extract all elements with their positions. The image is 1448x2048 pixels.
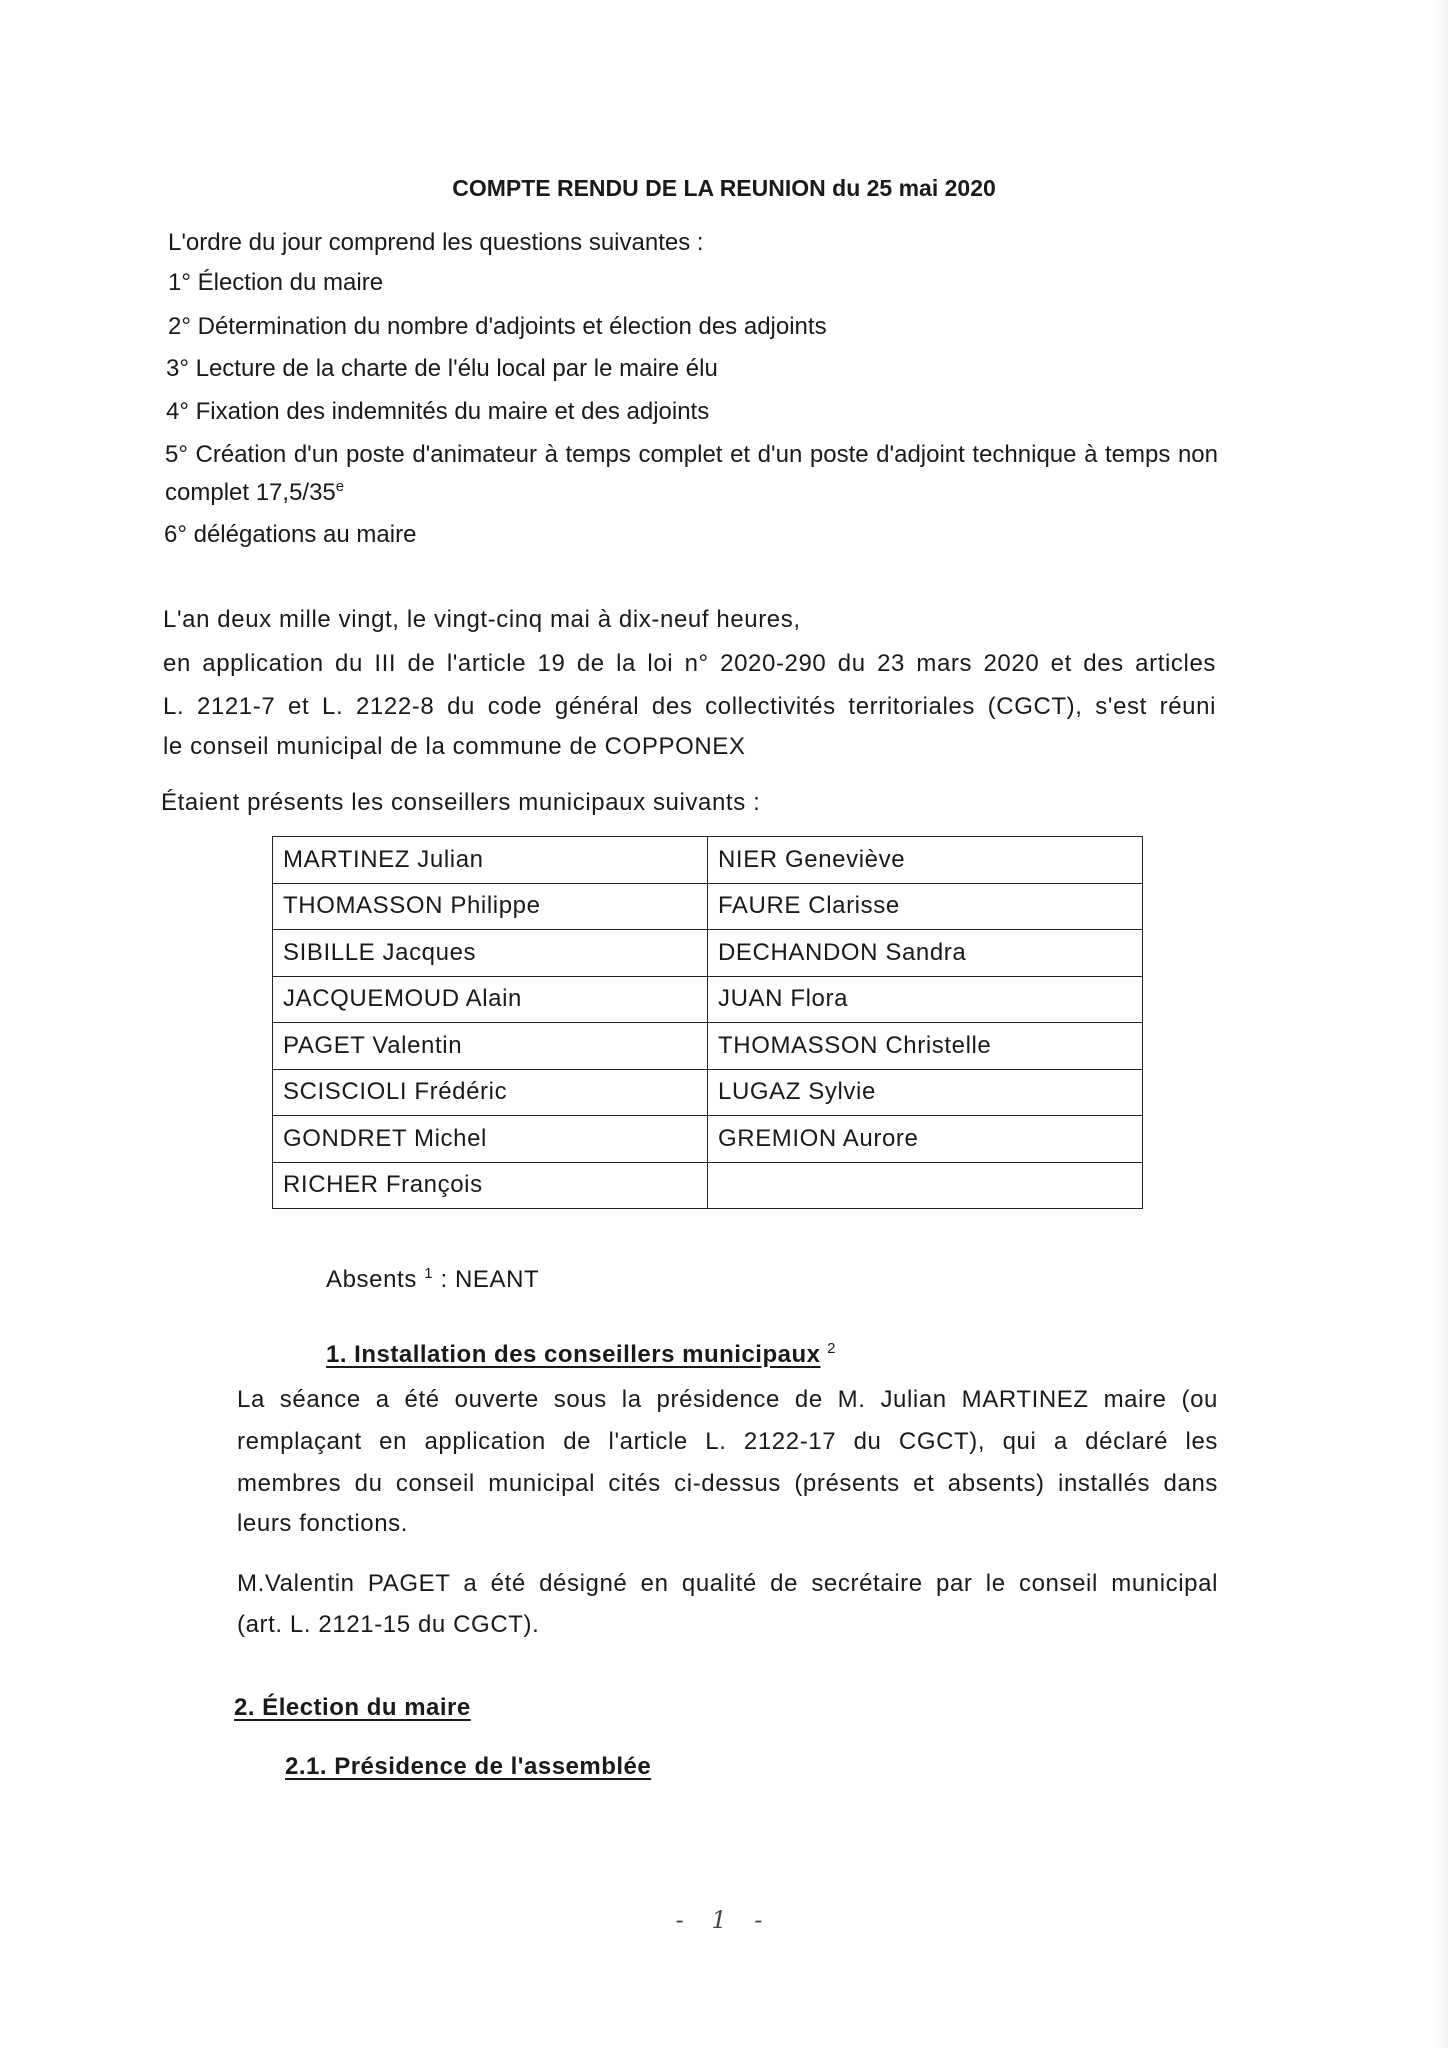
table-row — [273, 883, 1143, 930]
para-line: leurs fonctions. — [237, 1510, 409, 1537]
agenda-item: 3° Lecture de la charte de l'élu local par le maire élu — [166, 355, 718, 382]
section2-1-heading: 2.1. Présidence de l'assemblée — [285, 1753, 652, 1780]
councillor-cell: RICHER François — [273, 1162, 708, 1209]
table-row — [273, 1162, 1143, 1209]
councillor-cell: THOMASSON Christelle — [708, 1023, 1143, 1070]
para-line: remplaçant en application de l'article L. 2122-17 du CGCT), qui a déclaré les — [237, 1428, 1218, 1455]
councillor-cell: SCISCIOLI Frédéric — [273, 1069, 708, 1116]
agenda-item — [165, 479, 344, 507]
heading-text: 1. Installation des conseillers municipaux — [326, 1341, 821, 1368]
agenda-intro: L'ordre du jour comprend les questions suivantes : — [168, 229, 704, 256]
agenda-item: 4° Fixation des indemnités du maire et des adjoints — [166, 398, 710, 425]
section2-heading: 2. Élection du maire — [234, 1694, 471, 1721]
scan-edge — [1434, 0, 1448, 2048]
table-row — [273, 930, 1143, 977]
table-row — [273, 1023, 1143, 1070]
absents-line — [326, 1266, 539, 1294]
table-row — [273, 976, 1143, 1023]
superscript: e — [335, 478, 345, 495]
table-row — [273, 1069, 1143, 1116]
councillor-cell: JUAN Flora — [708, 976, 1143, 1023]
para-line: membres du conseil municipal cités ci-dessus (présents et absents) installés dans — [237, 1470, 1218, 1497]
councillor-cell: DECHANDON Sandra — [708, 930, 1143, 977]
table-row — [273, 837, 1143, 884]
para-line: La séance a été ouverte sous la présidence de M. Julian MARTINEZ maire (ou — [237, 1386, 1218, 1413]
agenda-item: 2° Détermination du nombre d'adjoints et élection des adjoints — [168, 313, 827, 340]
section1-heading — [326, 1341, 836, 1369]
councillor-cell: NIER Geneviève — [708, 837, 1143, 884]
councillor-cell — [708, 1162, 1143, 1209]
absents-label: Absents — [326, 1266, 417, 1293]
councillor-cell: JACQUEMOUD Alain — [273, 976, 708, 1023]
councillor-cell: SIBILLE Jacques — [273, 930, 708, 977]
absents-value: : NEANT — [440, 1266, 540, 1293]
preamble-line: L. 2121-7 et L. 2122-8 du code général des collectivités territoriales (CGCT), s'est réuni — [163, 693, 1216, 720]
para-line: (art. L. 2121-15 du CGCT). — [237, 1611, 540, 1638]
agenda-item: 6° délégations au maire — [164, 521, 417, 548]
councillor-cell: GONDRET Michel — [273, 1116, 708, 1163]
preamble-line: le conseil municipal de la commune de COPPONEX — [163, 733, 746, 760]
preamble-line: L'an deux mille vingt, le vingt-cinq mai à dix-neuf heures, — [163, 606, 801, 633]
preamble-line: en application du III de l'article 19 de la loi n° 2020-290 du 23 mars 2020 et des articles — [163, 650, 1216, 677]
footnote-ref: 1 — [424, 1265, 434, 1282]
councillor-cell: LUGAZ Sylvie — [708, 1069, 1143, 1116]
councillor-cell: PAGET Valentin — [273, 1023, 708, 1070]
page-title: COMPTE RENDU DE LA REUNION du 25 mai 2020 — [452, 175, 996, 201]
present-label: Étaient présents les conseillers municipaux suivants : — [161, 789, 761, 816]
para-line: M.Valentin PAGET a été désigné en qualité de secrétaire par le conseil municipal — [237, 1570, 1218, 1597]
councillor-cell: THOMASSON Philippe — [273, 883, 708, 930]
councillor-cell: FAURE Clarisse — [708, 883, 1143, 930]
agenda-item-text: complet 17,5/35 — [165, 479, 336, 506]
councillor-cell: MARTINEZ Julian — [273, 837, 708, 884]
councillors-table — [272, 836, 1143, 1209]
councillor-cell: GREMION Aurore — [708, 1116, 1143, 1163]
table-row — [273, 1116, 1143, 1163]
page-number: - 1 - — [675, 1906, 773, 1934]
agenda-item: 5° Création d'un poste d'animateur à temps complet et d'un poste d'adjoint technique à temps non — [165, 441, 1218, 468]
agenda-item: 1° Élection du maire — [168, 269, 384, 296]
footnote-ref: 2 — [827, 1340, 836, 1357]
